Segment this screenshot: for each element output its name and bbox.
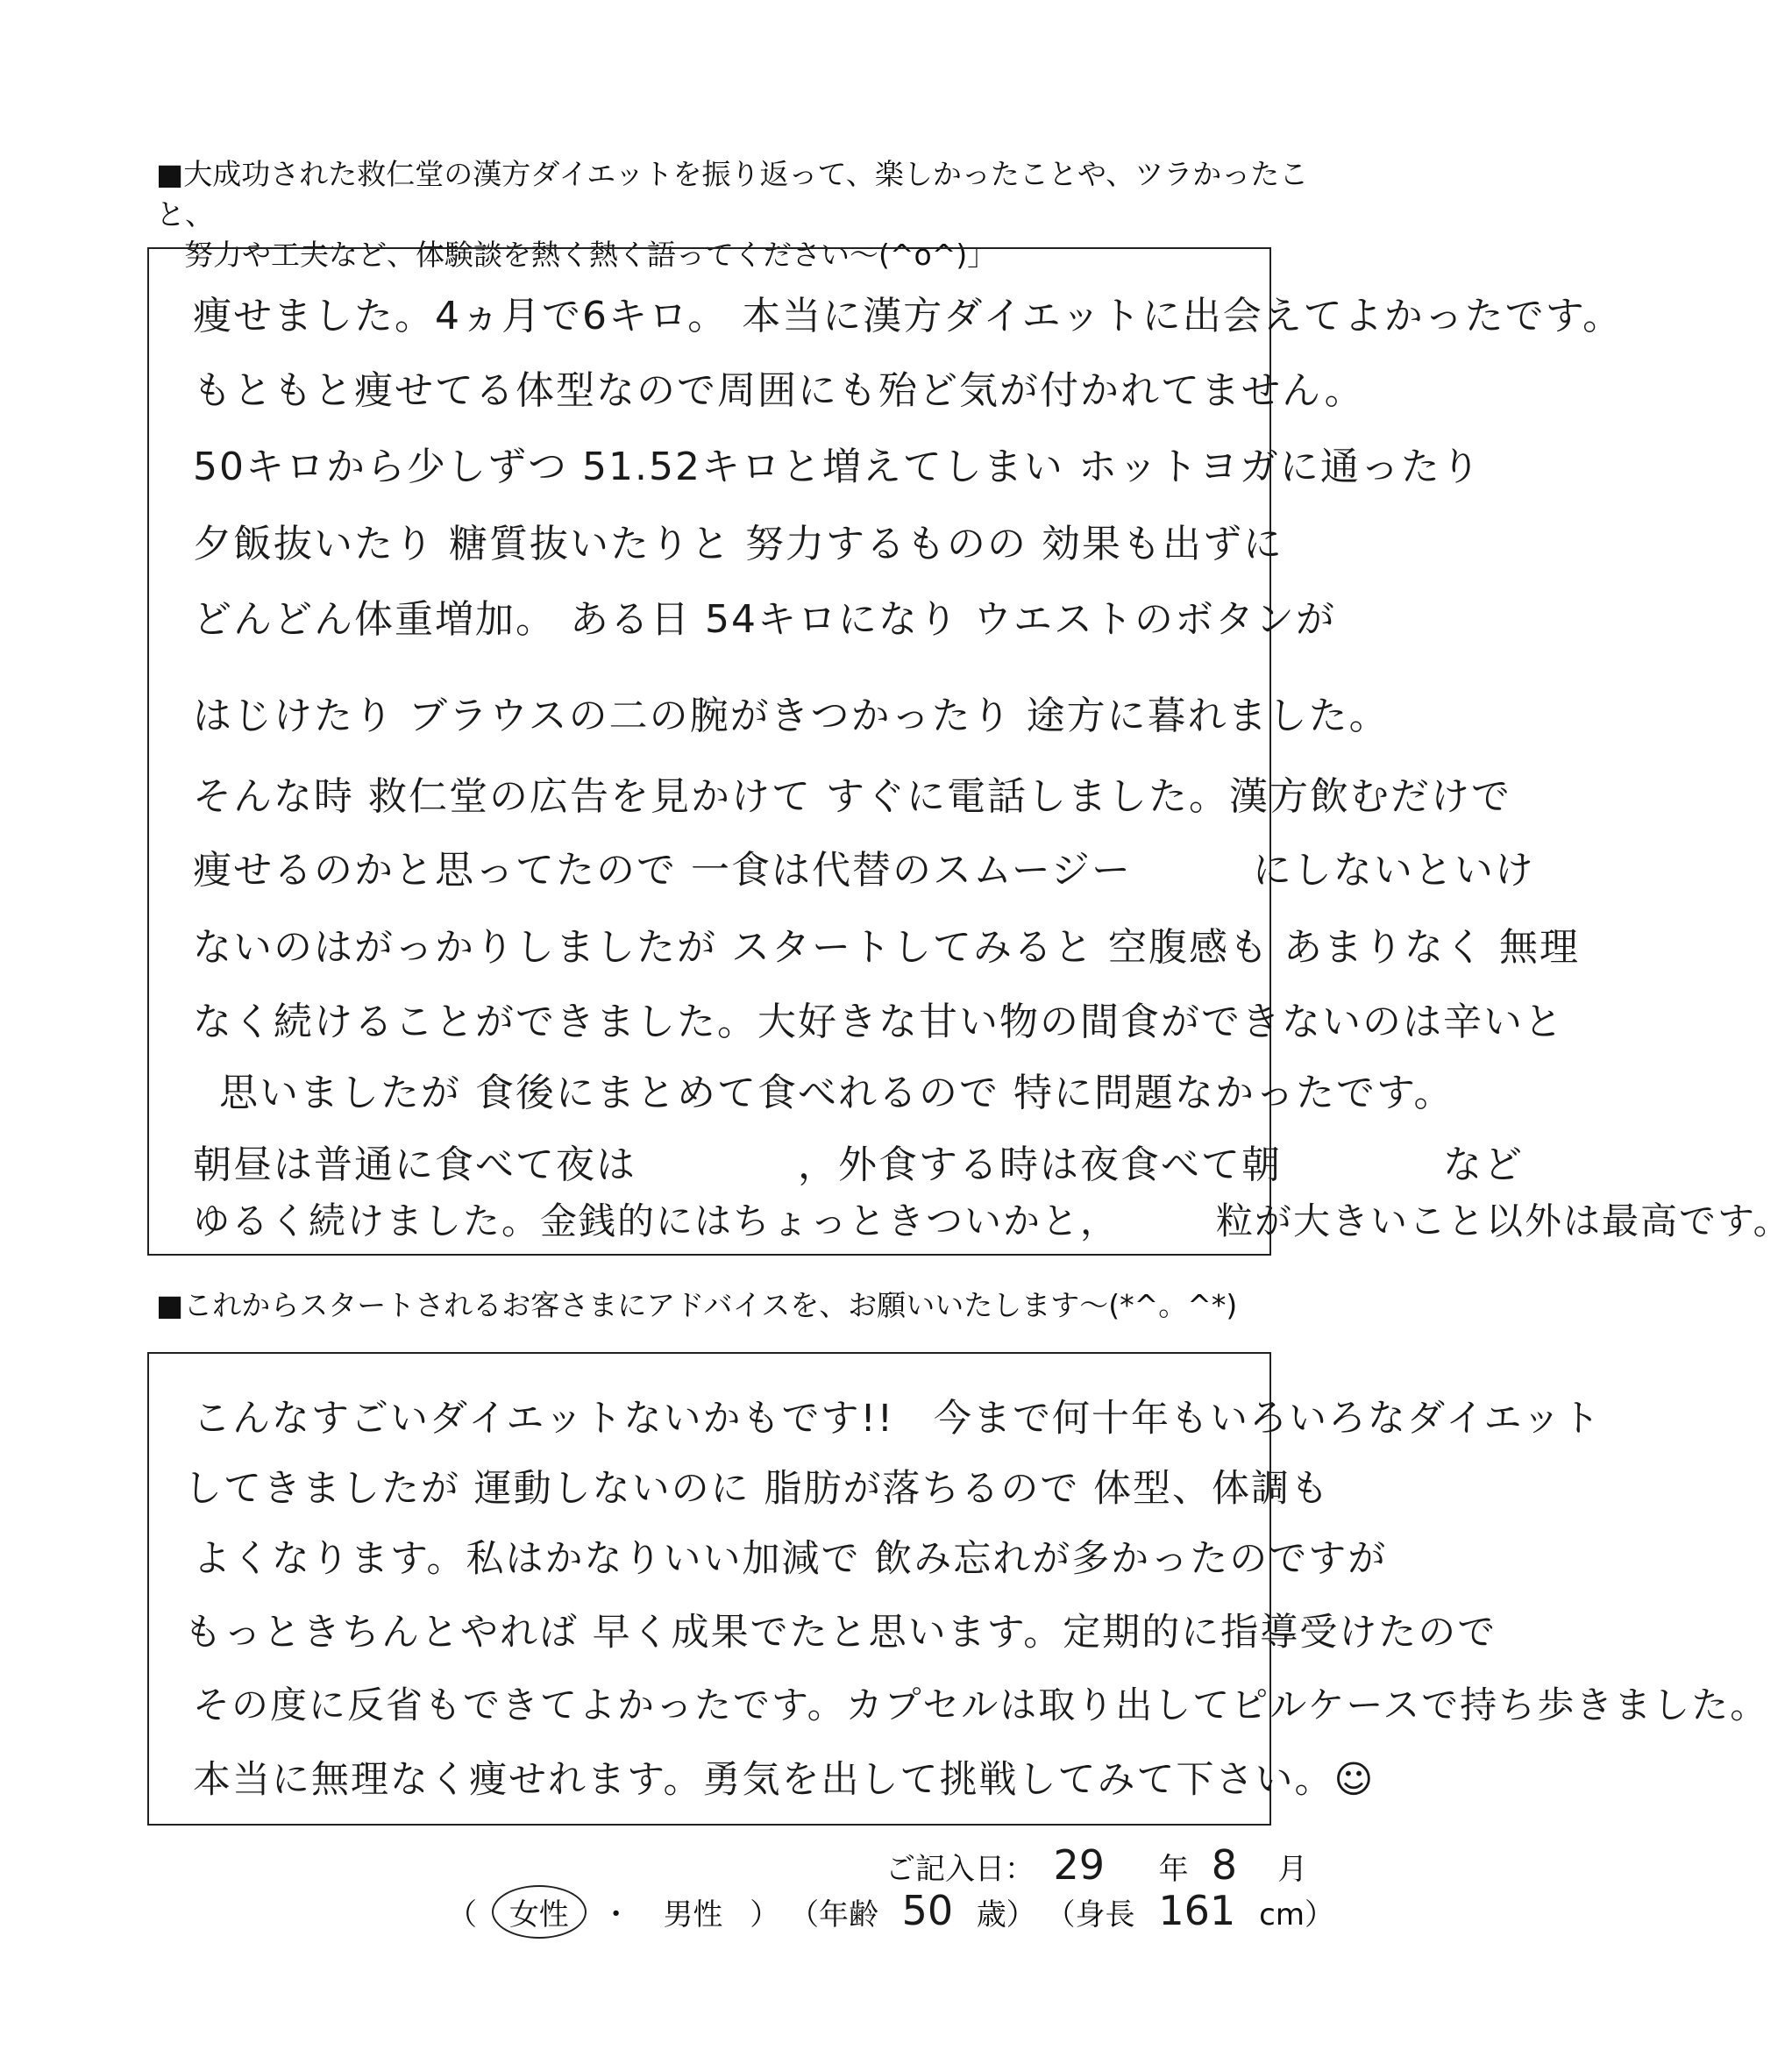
gender-male: 男性 — [663, 1897, 723, 1933]
section2-prompt — [156, 1285, 1322, 1326]
answer1-line: ないのはがっかりしましたが スタートしてみると 空腹感も あまりなく 無理 — [193, 925, 1580, 970]
section2-prompt-text: これからスタートされるお客さまにアドバイスを、お願いいたします～(*^。^*) — [183, 1288, 1238, 1322]
answer1-line: なく続けることができました。大好きな甘い物の間食ができないのは辛いと — [193, 1000, 1564, 1044]
respondent-info — [447, 1885, 1334, 1939]
answer1-line: 朝昼は普通に食べて夜は ，外食する時は夜食べて朝 など — [193, 1142, 1524, 1187]
entry-date — [885, 1841, 1307, 1889]
answer1-line: 痩せました。4ヵ月で6キロ。 本当に漢方ダイエットに出会えてよかったです。 — [193, 294, 1624, 338]
height-value: 161 — [1158, 1887, 1236, 1934]
paren-open: （ — [447, 1897, 477, 1933]
answer1-line: そんな時 救仁堂の広告を見かけて すぐに電話しました。漢方飲むだけで — [193, 774, 1511, 819]
answer1-line: ゆるく続けました。金銭的にはちょっときついかと， 粒が大きいこと以外は最高です。 — [193, 1199, 1792, 1242]
gender-separator: ・ — [601, 1897, 631, 1933]
date-month: 8 — [1211, 1841, 1238, 1889]
age-unit: 歳） — [976, 1897, 1036, 1933]
section1-prompt-line2: 努力や工夫など、体験談を熱く熱く語ってください～(^o^)」 — [184, 238, 997, 272]
paren-close: ） — [750, 1897, 780, 1933]
section1-answer-box — [147, 247, 1792, 1256]
answer2-line: もっときちんとやれば 早く成果でたと思います。定期的に指導受けたので — [184, 1611, 1497, 1655]
age-value: 50 — [901, 1887, 954, 1934]
section2-marker: ■ — [156, 1288, 184, 1322]
height-label: （身長 — [1045, 1897, 1135, 1933]
answer2-line: よくなります。私はかなりいい加減で 飲み忘れが多かったのですが — [193, 1537, 1388, 1581]
date-month-unit: 月 — [1277, 1852, 1308, 1887]
section1-prompt-line1: 大成功された救仁堂の漢方ダイエットを振り返って、楽しかったことや、ツラかったこと、 — [156, 157, 1309, 231]
date-year-unit: 年 — [1158, 1852, 1189, 1887]
answer1-line: 痩せるのかと思ってたので 一食は代替のスムージー にしないといけ — [193, 848, 1535, 893]
answer1-line: 夕飯抜いたり 糖質抜いたりと 努力するものの 効果も出ずに — [193, 522, 1284, 566]
answer1-line: もともと痩せてる体型なので周囲にも殆ど気が付かれてません。 — [193, 368, 1365, 413]
height-unit: cm） — [1259, 1897, 1334, 1933]
date-year: 29 — [1053, 1841, 1106, 1889]
date-label: ご記入日： — [885, 1852, 1035, 1887]
age-label: （年齢 — [789, 1897, 879, 1933]
answer2-line: してきましたが 運動しないのに 脂肪が落ちるので 体型、体調も — [184, 1467, 1331, 1511]
section1-marker: ■ — [156, 157, 184, 191]
answer2-line: こんなすごいダイエットないかもです!! 今まで何十年もいろいろなダイエット — [193, 1397, 1602, 1441]
answer2-line: 本当に無理なく痩せれます。勇気を出して挑戦してみて下さい。☺ — [193, 1758, 1376, 1802]
answer1-line: 思いましたが 食後にまとめて食べれるので 特に問題なかったです。 — [219, 1071, 1454, 1115]
section2-answer-box — [147, 1352, 1769, 1826]
answer1-line: はじけたり ブラウスの二の腕がきつかったり 途方に暮れました。 — [193, 694, 1390, 738]
answer2-line: その度に反省もできてよかったです。カプセルは取り出してピルケースで持ち歩きました。 — [193, 1683, 1769, 1726]
answer1-line: どんどん体重増加。 ある日 54キロになり ウエストのボタンが — [193, 597, 1336, 642]
answer1-line: 50キロから少しずつ 51.52キロと増えてしまい ホットヨガに通ったり — [193, 445, 1482, 489]
gender-female-circled: 女性 — [492, 1885, 587, 1939]
